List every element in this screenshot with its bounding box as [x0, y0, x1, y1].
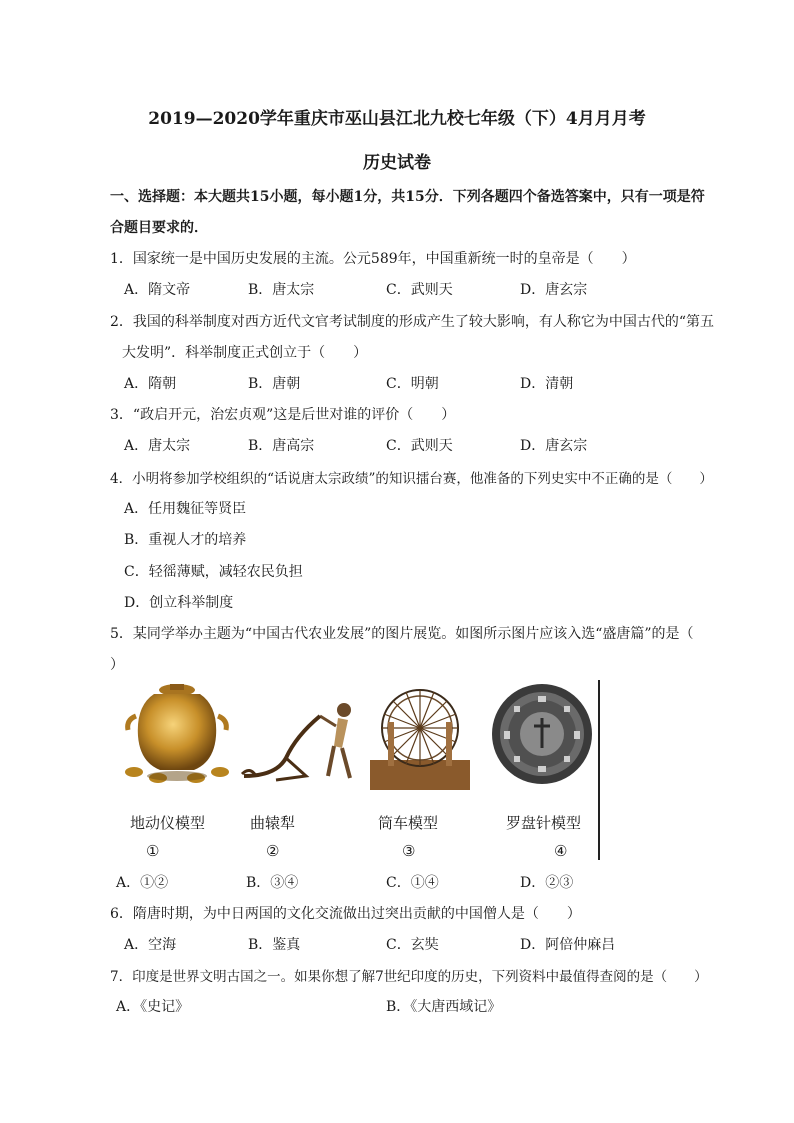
question-4-option-b: B．重视人才的培养	[124, 532, 247, 548]
question-5-option-d: D．②③	[520, 875, 574, 891]
question-1-option-c: C．武则天	[386, 282, 453, 298]
figure-label-3: 筒车模型	[378, 814, 439, 832]
question-1-option-a: A．隋文帝	[124, 282, 191, 298]
question-6-option-a: A．空海	[124, 937, 177, 953]
question-1-stem: 1．国家统一是中国历史发展的主流。公元589年，中国重新统一时的皇帝是（ ）	[110, 251, 636, 267]
question-5-option-c: C．①④	[386, 875, 439, 891]
question-7-option-b: B．《大唐西域记》	[386, 999, 502, 1015]
question-6-stem: 6．隋唐时期，为中日两国的文化交流做出过突出贡献的中国僧人是（ ）	[110, 906, 581, 922]
question-5-stem-line2: ）	[110, 657, 124, 673]
figure-number-4: ④	[554, 842, 568, 860]
question-6-option-c: C．玄奘	[386, 937, 439, 953]
question-1-option-d: D．唐玄宗	[520, 282, 588, 298]
question-2-stem-line2: 大发明”．科举制度正式创立于（ ）	[122, 345, 368, 361]
plough-image	[236, 696, 376, 792]
question-3-stem: 3．“政启开元，治宏贞观”这是后世对谁的评价（ ）	[110, 407, 456, 423]
question-4-option-d: D．创立科举制度	[124, 595, 234, 611]
question-3-option-a: A．唐太宗	[124, 438, 191, 454]
figure-label-1: 地动仪模型	[130, 814, 206, 832]
compass-image	[490, 682, 594, 786]
section-heading-line2: 合题目要求的．	[110, 220, 208, 236]
question-6-option-d: D．阿倍仲麻吕	[520, 937, 616, 953]
question-2-stem-line1: 2．我国的科举制度对西方近代文官考试制度的形成产生了较大影响，有人称它为中国古代的“第五	[110, 314, 715, 330]
figure-number-1: ①	[146, 842, 160, 860]
question-5-stem-line1: 5．某同学举办主题为“中国古代农业发展”的图片展览。如图所示图片应该入选“盛唐篇”的是（	[110, 626, 694, 642]
question-6-option-b: B．鉴真	[248, 937, 301, 953]
question-2-option-a: A．隋朝	[124, 376, 177, 392]
question-5-figure	[108, 676, 608, 866]
seismograph-image	[114, 676, 240, 786]
question-4-stem: 4．小明将参加学校组织的“话说唐太宗政绩”的知识擂台赛，他准备的下列史实中不正确的是（ ）	[110, 471, 713, 487]
figure-divider-line	[598, 680, 600, 860]
figure-label-4: 罗盘针模型	[506, 814, 582, 832]
question-2-option-c: C．明朝	[386, 376, 439, 392]
water-wheel-image	[366, 682, 474, 794]
question-7-stem: 7．印度是世界文明古国之一。如果你想了解7世纪印度的历史，下列资料中最值得查阅的是（ ）	[110, 969, 708, 985]
question-4-option-c: C．轻徭薄赋，减轻农民负担	[124, 564, 303, 580]
question-7-option-a: A．《史记》	[116, 999, 190, 1015]
question-2-option-d: D．清朝	[520, 376, 574, 392]
question-2-option-b: B．唐朝	[248, 376, 301, 392]
question-3-option-d: D．唐玄宗	[520, 438, 588, 454]
question-3-option-b: B．唐高宗	[248, 438, 315, 454]
exam-subtitle: 历史试卷	[363, 153, 431, 173]
exam-title: 2019—2020学年重庆市巫山县江北九校七年级（下）4月月月考	[148, 109, 646, 129]
figure-number-3: ③	[402, 842, 416, 860]
figure-number-2: ②	[266, 842, 280, 860]
figure-label-2: 曲辕犁	[250, 814, 296, 832]
question-5-option-b: B．③④	[246, 875, 299, 891]
question-3-option-c: C．武则天	[386, 438, 453, 454]
question-4-option-a: A．任用魏征等贤臣	[124, 501, 247, 517]
question-5-option-a: A．①②	[116, 875, 169, 891]
question-1-option-b: B．唐太宗	[248, 282, 315, 298]
section-heading-line1: 一、选择题：本大题共15小题，每小题1分，共15分．下列各题四个备选答案中，只有一项是符	[110, 189, 705, 205]
